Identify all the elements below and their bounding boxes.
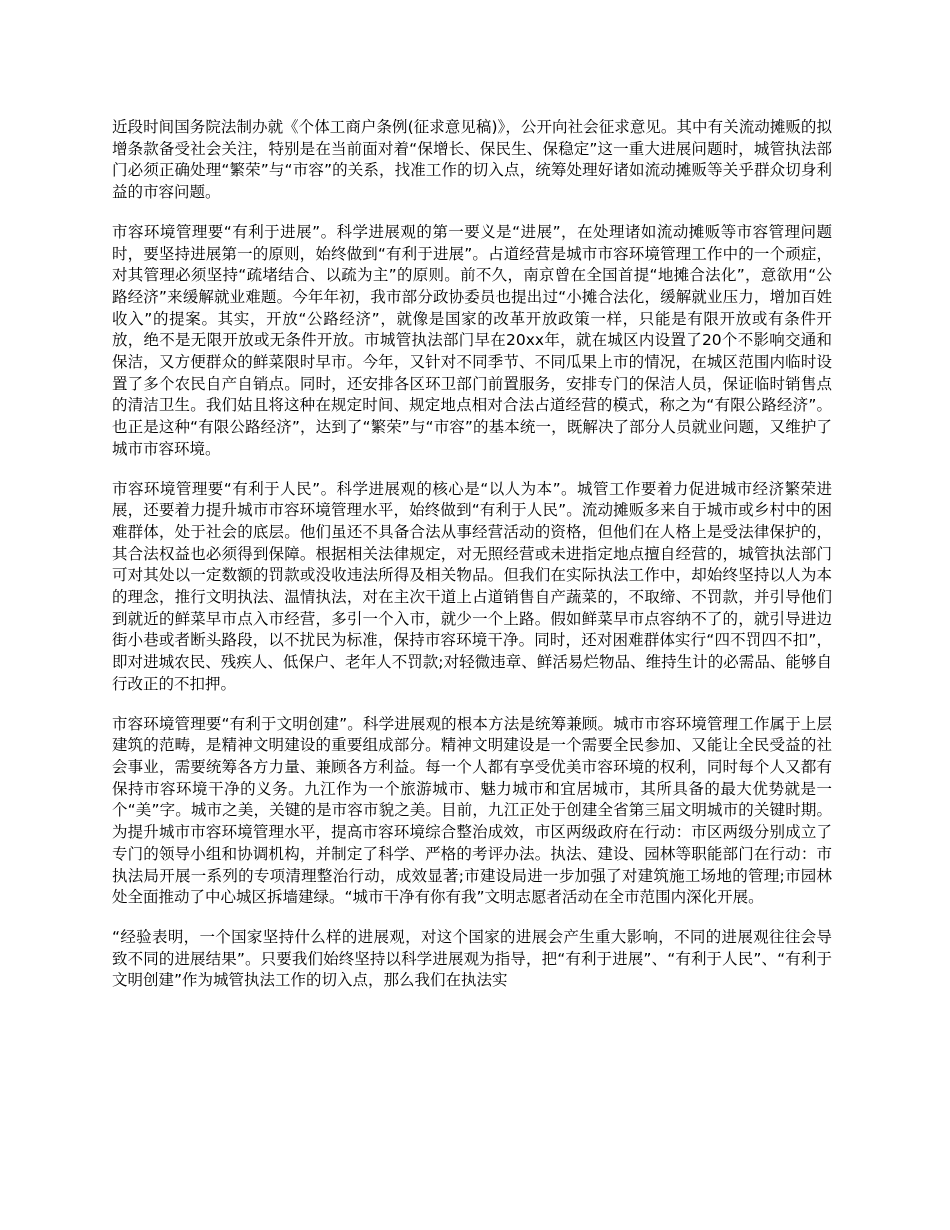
paragraph-development: 市容环境管理要“有利于进展”。科学进展观的第一要义是“进展”，在处理诸如流动摊贩等市容管理问题时，要坚持进展第一的原则，始终做到“有利于进展”。占道经营是城市市容环境管理工作中的一个顽症，对其管理必须坚持“疏堵结合、以疏为主”的原则。前不久，南京曾在全国首提“地摊合法化”，意欲用“公路经济”来缓解就业难题。今年年初，我市部分政协委员也提出过“小摊合法化，缓解就业压力，增加百姓收入”的提案。其实，开放“公路经济”，就像是国家的改革开放政策一样，只能是有限开放或有条件开放，绝不是无限开放或无条件开放。市城管执法部门早在20xx年，就在城区内设置了20个不影响交通和保洁，又方便群众的鲜菜限时早市。今年，又针对不同季节、不同瓜果上市的情况，在城区范围内临时设置了多个农民自产自销点。同时，还安排各区环卫部门前置服务，安排专门的保洁人员，保证临时销售点的清洁卫生。我们姑且将这种在规定时间、规定地点相对合法占道经营的模式，称之为“有限公路经济”。也正是这种“有限公路经济”，达到了“繁荣”与“市容”的基本统一，既解决了部分人员就业问题，又维护了城市市容环境。 — [112, 222, 832, 458]
paragraph-civilization: 市容环境管理要“有利于文明创建”。科学进展观的根本方法是统筹兼顾。城市市容环境管理工作属于上层建筑的范畴，是精神文明建设的重要组成部分。精神文明建设是一个需要全民参加、又能让全民受益的社会事业，需要统筹各方力量、兼顾各方利益。每一个人都有享受优美市容环境的权利，同时每个人又都有保持市容环境干净的义务。九江作为一个旅游城市、魅力城市和宜居城市，其所具备的最大优势就是一个“美”字。城市之美，关键的是市容市貌之美。目前，九江正处于创建全省第三届文明城市的关键时期。为提升城市市容环境管理水平，提高市容环境综合整治成效，市区两级政府在行动：市区两级分别成立了专门的领导小组和协调机构，并制定了科学、严格的考评办法。执法、建设、园林等职能部门在行动：市执法局开展一系列的专项清理整治行动，成效显著;市建设局进一步加强了对建筑施工场地的管理;市园林处全面推动了中心城区拆墙建绿。“城市干净有你有我”文明志愿者活动在全市范围内深化开展。 — [112, 714, 832, 907]
paragraph-conclusion: “经验表明，一个国家坚持什么样的进展观，对这个国家的进展会产生重大影响，不同的进展观往往会导致不同的进展结果”。只要我们始终坚持以科学进展观为指导，把“有利于进展”、“有利于人民”、“有利于文明创建”作为城管执法工作的切入点，那么我们在执法实 — [112, 927, 832, 990]
paragraph-people: 市容环境管理要“有利于人民”。科学进展观的核心是“以人为本”。城管工作要着力促进城市经济繁荣进展，还要着力提升城市市容环境管理水平，始终做到“有利于人民”。流动摊贩多来自于城市或乡村中的困难群体，处于社会的底层。他们虽还不具备合法从事经营活动的资格，但他们在人格上是受法律保护的，其合法权益也必须得到保障。根据相关法律规定，对无照经营或未进指定地点擅自经营的，城管执法部门可对其处以一定数额的罚款或没收违法所得及相关物品。但我们在实际执法工作中，却始终坚持以人为本的理念，推行文明执法、温情执法，对在主次干道上占道销售自产蔬菜的，不取缔、不罚款，并引导他们到就近的鲜菜早市点入市经营，多引一个入市，就少一个上路。假如鲜菜早市点容纳不了的，就引导进边街小巷或者断头路段，以不扰民为标准，保持市容环境干净。同时，还对困难群体实行“四不罚四不扣”，即对进城农民、残疾人、低保户、老年人不罚款;对轻微违章、鲜活易烂物品、维持生计的必需品、能够自行改正的不扣押。 — [112, 479, 832, 693]
paragraph-intro: 近段时间国务院法制办就《个体工商户条例(征求意见稿)》，公开向社会征求意见。其中有关流动摊贩的拟增条款备受社会关注，特别是在当前面对着“保增长、保民生、保稳定”这一重大进展问题时，城管执法部门必须正确处理“繁荣”与“市容”的关系，找准工作的切入点，统筹处理好诸如流动摊贩等关乎群众切身利益的市容问题。 — [112, 118, 832, 202]
